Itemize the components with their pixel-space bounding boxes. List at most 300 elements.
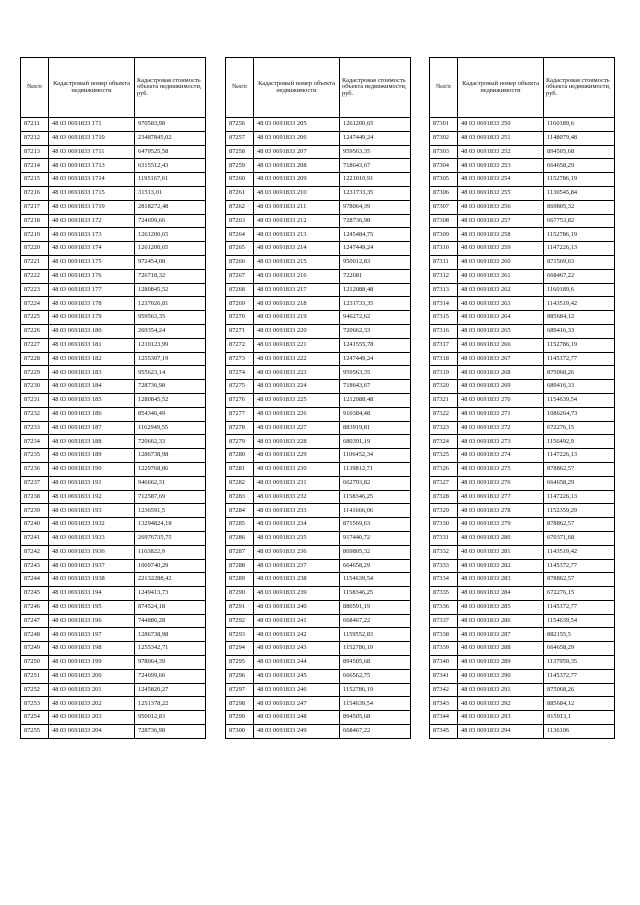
- cadastral-cost-cell: 1255342,71: [135, 642, 206, 656]
- cadastral-cost-cell: 1247449,24: [340, 352, 411, 366]
- table-row: [226, 242, 411, 256]
- table-body: [21, 118, 206, 739]
- table-row: [21, 131, 206, 145]
- cadastral-cost-cell: 1195167,61: [135, 173, 206, 187]
- row-number-cell: 87272: [226, 338, 254, 352]
- cadastral-cost-cell: 718643,67: [340, 380, 411, 394]
- cadastral-number-cell: 48 03 0691833 274: [458, 449, 544, 463]
- cadastral-cost-cell: 1086264,73: [544, 407, 615, 421]
- table-row: [21, 669, 206, 683]
- row-number-cell: 87280: [226, 449, 254, 463]
- cadastral-cost-cell: 724699,66: [135, 214, 206, 228]
- cadastral-number-cell: 48 03 0691833 209: [254, 173, 340, 187]
- row-number-cell: 87310: [430, 242, 458, 256]
- row-number-cell: 87307: [430, 200, 458, 214]
- cadastral-cost-cell: 1160189,6: [544, 118, 615, 132]
- table-row: [430, 462, 615, 476]
- cadastral-cost-cell: 1231733,35: [340, 186, 411, 200]
- row-number-cell: 87331: [430, 531, 458, 545]
- table-row: [430, 697, 615, 711]
- cadastral-cost-cell: 728736,98: [340, 214, 411, 228]
- header-cadastral-number: Кадастровый номер объекта недвижимости: [49, 58, 135, 118]
- row-number-cell: 87284: [226, 504, 254, 518]
- header-num: №п/п: [226, 58, 254, 118]
- cadastral-number-cell: 48 03 0691833 231: [254, 476, 340, 490]
- row-number-cell: 87271: [226, 324, 254, 338]
- table-row: [430, 476, 615, 490]
- cadastral-cost-cell: 13294824,18: [135, 518, 206, 532]
- row-number-cell: 87267: [226, 269, 254, 283]
- table-row: [21, 683, 206, 697]
- row-number-cell: 87321: [430, 393, 458, 407]
- row-number-cell: 87259: [226, 159, 254, 173]
- row-number-cell: 87229: [21, 366, 49, 380]
- cadastral-cost-cell: 1148079,48: [544, 131, 615, 145]
- cadastral-number-cell: 48 03 0691833 282: [458, 559, 544, 573]
- table-row: [21, 255, 206, 269]
- cadastral-cost-cell: 667753,82: [544, 214, 615, 228]
- table-row: [226, 214, 411, 228]
- table-row: [226, 159, 411, 173]
- cadastral-cost-cell: 2818272,48: [135, 200, 206, 214]
- table-row: [21, 159, 206, 173]
- table-row: [430, 656, 615, 670]
- cadastral-cost-cell: 689416,33: [544, 380, 615, 394]
- table-row: [226, 324, 411, 338]
- table-row: [21, 628, 206, 642]
- row-number-cell: 87314: [430, 297, 458, 311]
- cadastral-number-cell: 48 03 0691833 242: [254, 628, 340, 642]
- cadastral-number-cell: 48 03 0691833 264: [458, 311, 544, 325]
- table-row: [226, 393, 411, 407]
- cadastral-number-cell: 48 03 0691833 261: [458, 269, 544, 283]
- cadastral-cost-cell: 869805,32: [340, 545, 411, 559]
- cadastral-cost-cell: 1069740,29: [135, 559, 206, 573]
- table-row: [430, 669, 615, 683]
- table-row: [430, 380, 615, 394]
- table-row: [21, 435, 206, 449]
- cadastral-number-cell: 48 03 0691833 217: [254, 283, 340, 297]
- table-row: [226, 380, 411, 394]
- cadastral-number-cell: 48 03 0691833 232: [254, 490, 340, 504]
- table-row: [430, 545, 615, 559]
- table-row: [430, 587, 615, 601]
- table-row: [21, 559, 206, 573]
- cadastral-number-cell: 48 03 0691833 278: [458, 504, 544, 518]
- cadastral-cost-cell: 728736,98: [135, 380, 206, 394]
- row-number-cell: 87241: [21, 531, 49, 545]
- table-row: [226, 683, 411, 697]
- row-number-cell: 87273: [226, 352, 254, 366]
- row-number-cell: 87286: [226, 531, 254, 545]
- cadastral-number-cell: 48 03 0691833 281: [458, 545, 544, 559]
- row-number-cell: 87281: [226, 462, 254, 476]
- table-row: [226, 656, 411, 670]
- table-body: [226, 118, 411, 739]
- row-number-cell: 87329: [430, 504, 458, 518]
- table-row: [21, 311, 206, 325]
- cadastral-number-cell: 48 03 0691833 246: [254, 683, 340, 697]
- cadastral-number-cell: 48 03 0691833 175: [49, 255, 135, 269]
- table-row: [21, 476, 206, 490]
- cadastral-cost-cell: 1139812,71: [340, 462, 411, 476]
- table-row: [21, 228, 206, 242]
- row-number-cell: 87231: [21, 393, 49, 407]
- cadastral-number-cell: 48 03 0691833 179: [49, 311, 135, 325]
- row-number-cell: 87334: [430, 573, 458, 587]
- row-number-cell: 87270: [226, 311, 254, 325]
- table-row: [21, 242, 206, 256]
- row-number-cell: 87301: [430, 118, 458, 132]
- row-number-cell: 87251: [21, 669, 49, 683]
- row-number-cell: 87345: [430, 725, 458, 739]
- cadastral-cost-cell: 22132288,42: [135, 573, 206, 587]
- cadastral-number-cell: 48 03 0691833 188: [49, 435, 135, 449]
- row-number-cell: 87244: [21, 573, 49, 587]
- table-row: [430, 559, 615, 573]
- cadastral-number-cell: 48 03 0691833 280: [458, 531, 544, 545]
- row-number-cell: 87268: [226, 283, 254, 297]
- cadastral-cost-cell: 664658,29: [544, 642, 615, 656]
- row-number-cell: 87216: [21, 186, 49, 200]
- row-number-cell: 87248: [21, 628, 49, 642]
- row-number-cell: 87235: [21, 449, 49, 463]
- cadastral-number-cell: 48 03 0691833 258: [458, 228, 544, 242]
- cadastral-number-cell: 48 03 0691833 225: [254, 393, 340, 407]
- cadastral-number-cell: 48 03 0691833 233: [254, 504, 340, 518]
- row-number-cell: 87217: [21, 200, 49, 214]
- cadastral-cost-cell: 1247449,24: [340, 242, 411, 256]
- cadastral-number-cell: 48 03 0691833 243: [254, 642, 340, 656]
- row-number-cell: 87294: [226, 642, 254, 656]
- table-row: [21, 587, 206, 601]
- cadastral-cost-cell: 1154639,54: [544, 393, 615, 407]
- table-row: [21, 393, 206, 407]
- table-row: [21, 145, 206, 159]
- cadastral-number-cell: 48 03 0691833 254: [458, 173, 544, 187]
- cadastral-cost-cell: 1261200,65: [135, 242, 206, 256]
- cadastral-number-cell: 48 03 0691833 221: [254, 338, 340, 352]
- row-number-cell: 87215: [21, 173, 49, 187]
- cadastral-number-cell: 48 03 0691833 291: [458, 683, 544, 697]
- cadastral-cost-cell: 1251378,22: [135, 697, 206, 711]
- row-number-cell: 87214: [21, 159, 49, 173]
- cadastral-number-cell: 48 03 0691833 286: [458, 614, 544, 628]
- row-number-cell: 87336: [430, 600, 458, 614]
- cadastral-cost-cell: 894505,68: [340, 711, 411, 725]
- cadastral-cost-cell: 1156492,9: [544, 435, 615, 449]
- row-number-cell: 87295: [226, 656, 254, 670]
- cadastral-cost-cell: 1286738,98: [135, 628, 206, 642]
- cadastral-number-cell: 48 03 0691833 259: [458, 242, 544, 256]
- row-number-cell: 87279: [226, 435, 254, 449]
- table-row: [21, 711, 206, 725]
- cadastral-cost-cell: 1158346,25: [340, 587, 411, 601]
- row-number-cell: 87219: [21, 228, 49, 242]
- table-row: [430, 614, 615, 628]
- cadastral-number-cell: 48 03 0691833 182: [49, 352, 135, 366]
- table-row: [226, 311, 411, 325]
- table-body: [430, 118, 615, 739]
- cadastral-number-cell: 48 03 0691833 1938: [49, 573, 135, 587]
- row-number-cell: 87242: [21, 545, 49, 559]
- table-row: [21, 200, 206, 214]
- cadastral-number-cell: 48 03 0691833 253: [458, 159, 544, 173]
- row-number-cell: 87260: [226, 173, 254, 187]
- cadastral-number-cell: 48 03 0691833 202: [49, 697, 135, 711]
- table-row: [226, 628, 411, 642]
- cadastral-cost-cell: 1245820,27: [135, 683, 206, 697]
- table-row: [21, 697, 206, 711]
- cadastral-number-cell: 48 03 0691833 251: [458, 131, 544, 145]
- cadastral-number-cell: 48 03 0691833 184: [49, 380, 135, 394]
- cadastral-cost-cell: 1159552,83: [340, 628, 411, 642]
- row-number-cell: 87226: [21, 324, 49, 338]
- row-number-cell: 87265: [226, 242, 254, 256]
- cadastral-cost-cell: 1106452,34: [340, 449, 411, 463]
- cadastral-number-cell: 48 03 0691833 204: [49, 725, 135, 739]
- cadastral-number-cell: 48 03 0691833 271: [458, 407, 544, 421]
- row-number-cell: 87255: [21, 725, 49, 739]
- table-row: [21, 573, 206, 587]
- row-number-cell: 87264: [226, 228, 254, 242]
- row-number-cell: 87320: [430, 380, 458, 394]
- row-number-cell: 87297: [226, 683, 254, 697]
- cadastral-number-cell: 48 03 0691833 198: [49, 642, 135, 656]
- cadastral-number-cell: 48 03 0691833 183: [49, 366, 135, 380]
- cadastral-cost-cell: 1154639,54: [340, 697, 411, 711]
- table-row: [430, 711, 615, 725]
- cadastral-cost-cell: 668467,22: [544, 269, 615, 283]
- table-row: [430, 228, 615, 242]
- cadastral-number-cell: 48 03 0691833 177: [49, 283, 135, 297]
- header-num: №п/п: [21, 58, 49, 118]
- table-row: [226, 725, 411, 739]
- row-number-cell: 87277: [226, 407, 254, 421]
- row-number-cell: 87211: [21, 118, 49, 132]
- table-row: [226, 490, 411, 504]
- table-row: [430, 504, 615, 518]
- table-row: [21, 462, 206, 476]
- cadastral-number-cell: 48 03 0691833 219: [254, 311, 340, 325]
- row-number-cell: 87304: [430, 159, 458, 173]
- cadastral-number-cell: 48 03 0691833 245: [254, 669, 340, 683]
- row-number-cell: 87312: [430, 269, 458, 283]
- cadastral-number-cell: 48 03 0691833 1936: [49, 545, 135, 559]
- cadastral-number-cell: 48 03 0691833 268: [458, 366, 544, 380]
- row-number-cell: 87302: [430, 131, 458, 145]
- table-row: [21, 656, 206, 670]
- row-number-cell: 87223: [21, 283, 49, 297]
- table-row: [226, 559, 411, 573]
- table-row: [226, 407, 411, 421]
- row-number-cell: 87303: [430, 145, 458, 159]
- cadastral-cost-cell: 1162949,55: [135, 421, 206, 435]
- cadastral-cost-cell: 712587,69: [135, 490, 206, 504]
- row-number-cell: 87291: [226, 600, 254, 614]
- cadastral-cost-cell: 1152786,19: [340, 642, 411, 656]
- cadastral-cost-cell: 689416,33: [544, 324, 615, 338]
- row-number-cell: 87326: [430, 462, 458, 476]
- cadastral-number-cell: 48 03 0691833 199: [49, 656, 135, 670]
- table-row: [226, 131, 411, 145]
- table-row: [21, 421, 206, 435]
- row-number-cell: 87233: [21, 421, 49, 435]
- row-number-cell: 87311: [430, 255, 458, 269]
- registry-table-1: [20, 57, 206, 739]
- row-number-cell: 87335: [430, 587, 458, 601]
- cadastral-number-cell: 48 03 0691833 265: [458, 324, 544, 338]
- cadastral-cost-cell: 1280845,52: [135, 283, 206, 297]
- table-row: [21, 449, 206, 463]
- row-number-cell: 87220: [21, 242, 49, 256]
- row-number-cell: 87300: [226, 725, 254, 739]
- cadastral-number-cell: 48 03 0691833 191: [49, 476, 135, 490]
- cadastral-number-cell: 48 03 0691833 227: [254, 421, 340, 435]
- table-row: [430, 145, 615, 159]
- cadastral-number-cell: 48 03 0691833 256: [458, 200, 544, 214]
- table-row: [226, 338, 411, 352]
- row-number-cell: 87313: [430, 283, 458, 297]
- table-row: [226, 366, 411, 380]
- row-number-cell: 87299: [226, 711, 254, 725]
- cadastral-number-cell: 48 03 0691833 255: [458, 186, 544, 200]
- table-row: [430, 725, 615, 739]
- row-number-cell: 87240: [21, 518, 49, 532]
- table-row: [226, 283, 411, 297]
- cadastral-cost-cell: 680391,19: [340, 435, 411, 449]
- row-number-cell: 87344: [430, 711, 458, 725]
- table-row: [430, 186, 615, 200]
- cadastral-cost-cell: 1160189,6: [544, 283, 615, 297]
- table-row: [226, 255, 411, 269]
- cadastral-cost-cell: 1145372,77: [544, 669, 615, 683]
- row-number-cell: 87262: [226, 200, 254, 214]
- header-cadastral-number: Кадастровый номер объекта недвижимости: [254, 58, 340, 118]
- row-number-cell: 87332: [430, 545, 458, 559]
- cadastral-number-cell: 48 03 0691833 174: [49, 242, 135, 256]
- cadastral-cost-cell: 959563,35: [135, 311, 206, 325]
- row-number-cell: 87293: [226, 628, 254, 642]
- cadastral-number-cell: 48 03 0691833 172: [49, 214, 135, 228]
- cadastral-cost-cell: 1158346,25: [340, 490, 411, 504]
- row-number-cell: 87238: [21, 490, 49, 504]
- table-row: [21, 352, 206, 366]
- table-row: [226, 297, 411, 311]
- row-number-cell: 87213: [21, 145, 49, 159]
- row-number-cell: 87212: [21, 131, 49, 145]
- table-row: [430, 393, 615, 407]
- cadastral-number-cell: 48 03 0691833 289: [458, 656, 544, 670]
- cadastral-cost-cell: 6315512,43: [135, 159, 206, 173]
- cadastral-cost-cell: 1143519,42: [544, 297, 615, 311]
- cadastral-cost-cell: 718643,67: [340, 159, 411, 173]
- cadastral-number-cell: 48 03 0691833 244: [254, 656, 340, 670]
- row-number-cell: 87309: [430, 228, 458, 242]
- cadastral-cost-cell: 664658,29: [544, 159, 615, 173]
- cadastral-cost-cell: 664658,29: [544, 476, 615, 490]
- table-row: [226, 531, 411, 545]
- cadastral-cost-cell: 1152359,29: [544, 504, 615, 518]
- cadastral-number-cell: 48 03 0691833 193: [49, 504, 135, 518]
- table-row: [430, 159, 615, 173]
- cadastral-cost-cell: 970583,98: [135, 118, 206, 132]
- cadastral-number-cell: 48 03 0691833 173: [49, 228, 135, 242]
- table-row: [430, 255, 615, 269]
- header-row: [226, 58, 411, 118]
- table-row: [430, 683, 615, 697]
- row-number-cell: 87218: [21, 214, 49, 228]
- cadastral-number-cell: 48 03 0691833 266: [458, 338, 544, 352]
- row-number-cell: 87305: [430, 173, 458, 187]
- table-row: [226, 711, 411, 725]
- cadastral-number-cell: 48 03 0691833 257: [458, 214, 544, 228]
- cadastral-number-cell: 48 03 0691833 273: [458, 435, 544, 449]
- cadastral-cost-cell: 1130545,84: [544, 186, 615, 200]
- table-row: [21, 642, 206, 656]
- cadastral-number-cell: 48 03 0691833 186: [49, 407, 135, 421]
- cadastral-cost-cell: 1145372,77: [544, 352, 615, 366]
- cadastral-number-cell: 48 03 0691833 176: [49, 269, 135, 283]
- cadastral-cost-cell: 1261200,65: [340, 118, 411, 132]
- cadastral-number-cell: 48 03 0691833 283: [458, 573, 544, 587]
- cadastral-cost-cell: 1137959,35: [544, 656, 615, 670]
- cadastral-number-cell: 48 03 0691833 1932: [49, 518, 135, 532]
- table-row: [430, 352, 615, 366]
- table-row: [226, 669, 411, 683]
- cadastral-number-cell: 48 03 0691833 287: [458, 628, 544, 642]
- cadastral-cost-cell: 672276,15: [544, 587, 615, 601]
- cadastral-number-cell: 48 03 0691833 195: [49, 600, 135, 614]
- cadastral-number-cell: 48 03 0691833 1933: [49, 531, 135, 545]
- cadastral-cost-cell: 722681: [340, 269, 411, 283]
- cadastral-cost-cell: 728736,98: [135, 725, 206, 739]
- cadastral-number-cell: 48 03 0691833 293: [458, 711, 544, 725]
- registry-table-3: [429, 57, 615, 739]
- cadastral-number-cell: 48 03 0691833 208: [254, 159, 340, 173]
- cadastral-number-cell: 48 03 0691833 1713: [49, 159, 135, 173]
- cadastral-cost-cell: 1152786,19: [544, 338, 615, 352]
- cadastral-number-cell: 48 03 0691833 206: [254, 131, 340, 145]
- table-row: [430, 421, 615, 435]
- table-row: [21, 490, 206, 504]
- cadastral-cost-cell: 31513,01: [135, 186, 206, 200]
- table-row: [226, 573, 411, 587]
- table-row: [226, 476, 411, 490]
- cadastral-cost-cell: 1152786,19: [340, 683, 411, 697]
- cadastral-number-cell: 48 03 0691833 247: [254, 697, 340, 711]
- table-row: [226, 173, 411, 187]
- cadastral-cost-cell: 955623,14: [135, 366, 206, 380]
- cadastral-number-cell: 48 03 0691833 181: [49, 338, 135, 352]
- cadastral-number-cell: 48 03 0691833 1719: [49, 200, 135, 214]
- table-row: [21, 366, 206, 380]
- table-row: [21, 338, 206, 352]
- table-row: [21, 118, 206, 132]
- table-row: [430, 324, 615, 338]
- table-row: [21, 283, 206, 297]
- table-row: [21, 614, 206, 628]
- header-row: [430, 58, 615, 118]
- cadastral-cost-cell: 724699,66: [135, 669, 206, 683]
- cadastral-cost-cell: 1152786,19: [544, 173, 615, 187]
- table-row: [430, 518, 615, 532]
- cadastral-number-cell: 48 03 0691833 223: [254, 366, 340, 380]
- cadastral-cost-cell: 1286738,98: [135, 449, 206, 463]
- cadastral-number-cell: 48 03 0691833 292: [458, 697, 544, 711]
- row-number-cell: 87292: [226, 614, 254, 628]
- cadastral-cost-cell: 744886,28: [135, 614, 206, 628]
